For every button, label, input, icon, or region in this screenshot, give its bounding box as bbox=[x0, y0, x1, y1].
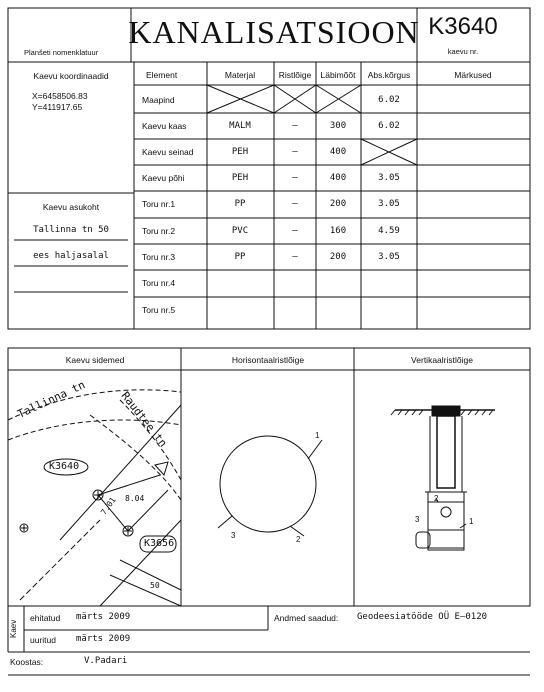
table-cell-element: Toru nr.2 bbox=[142, 226, 176, 236]
table-cell-cross: – bbox=[292, 173, 298, 183]
horizontal-title: Horisontaalristlõige bbox=[231, 355, 305, 365]
well-marker-label: K3640 bbox=[49, 461, 80, 472]
pipe-number: 2 bbox=[296, 535, 301, 544]
distance-label: 50 bbox=[150, 581, 160, 590]
vertical-title: Vertikaalristlõige bbox=[411, 355, 473, 365]
table-cell-diameter: 300 bbox=[329, 121, 347, 131]
footer-side-label: Kaev bbox=[9, 619, 18, 638]
table-cell-diameter: 400 bbox=[329, 173, 347, 183]
horizontal-section bbox=[218, 436, 322, 536]
data-source-label: Andmed saadud: bbox=[274, 613, 339, 623]
distance-label: 8.04 bbox=[125, 494, 145, 503]
neighbour-well-label: K3656 bbox=[144, 538, 175, 549]
col-header-abs: Abs.kõrgus bbox=[367, 70, 411, 80]
pipe-number: 3 bbox=[415, 515, 420, 524]
table-cell-diameter: 400 bbox=[329, 147, 347, 157]
pipe-number: 1 bbox=[315, 431, 320, 440]
col-header-element: Element bbox=[146, 70, 178, 80]
well-number-label: kaevu nr. bbox=[447, 47, 479, 56]
table-cell-abs: 3.05 bbox=[378, 173, 400, 183]
well-number: K3640 bbox=[428, 13, 498, 40]
coordinate-y: Y=411917.65 bbox=[32, 102, 83, 112]
pipe-number: 2 bbox=[434, 494, 439, 503]
table-cell-element: Toru nr.1 bbox=[142, 199, 176, 209]
col-header-material: Materjal bbox=[224, 70, 256, 80]
vertical-section bbox=[391, 406, 495, 550]
distance-label: 7.01 bbox=[99, 495, 118, 517]
table-cell-material: PP bbox=[234, 252, 246, 262]
built-value: märts 2009 bbox=[76, 612, 131, 622]
table-cell-material: PEH bbox=[231, 147, 249, 157]
pipe-number: 1 bbox=[469, 517, 474, 526]
plansheet-label: Planšeti nomenklatuur bbox=[24, 48, 99, 57]
surveyed-label: uuritud bbox=[30, 635, 56, 645]
table-cell-material: MALM bbox=[229, 121, 251, 131]
bottom-frame bbox=[8, 348, 530, 606]
table-cell-diameter: 200 bbox=[329, 252, 347, 262]
table-cell-material: PVC bbox=[231, 226, 249, 236]
col-header-notes: Märkused bbox=[454, 70, 492, 80]
table-cell-material: PP bbox=[234, 199, 246, 209]
compiler-label: Koostas: bbox=[10, 657, 44, 667]
page-title: KANALISATSIOON bbox=[128, 14, 420, 50]
col-header-cross: Ristlõige bbox=[278, 70, 312, 80]
table-cell-element: Toru nr.4 bbox=[142, 278, 176, 288]
table-cell-cross: – bbox=[292, 147, 298, 157]
location-label: Kaevu asukoht bbox=[42, 202, 100, 212]
ties-title: Kaevu sidemed bbox=[65, 355, 125, 365]
surveyed-value: märts 2009 bbox=[76, 634, 131, 644]
built-label: ehitatud bbox=[30, 613, 61, 623]
coordinates-label: Kaevu koordinaadid bbox=[33, 71, 109, 81]
table-cell-element: Toru nr.3 bbox=[142, 252, 176, 262]
location-line-1: Tallinna tn 50 bbox=[33, 225, 109, 235]
location-line-2: ees haljasalal bbox=[33, 251, 109, 261]
street-label-raudtee: Raudtee tn bbox=[118, 389, 170, 450]
table-cell-element: Kaevu seinad bbox=[142, 147, 194, 157]
pipe-number: 3 bbox=[231, 531, 236, 540]
coordinate-x: X=6458506.83 bbox=[32, 91, 88, 101]
table-cell-abs: 4.59 bbox=[378, 226, 400, 236]
table-cell-diameter: 160 bbox=[329, 226, 347, 236]
table-cell-cross: – bbox=[292, 199, 298, 209]
table-cell-element: Kaevu kaas bbox=[142, 121, 187, 131]
table-cell-abs: 3.05 bbox=[378, 199, 400, 209]
table-cell-abs: 6.02 bbox=[378, 121, 400, 131]
table-cell-diameter: 200 bbox=[329, 199, 347, 209]
table-cell-element: Toru nr.5 bbox=[142, 305, 176, 315]
table-cell-element: Maapind bbox=[142, 95, 175, 105]
table-cell-element: Kaevu põhi bbox=[142, 173, 185, 183]
table-cell-material: PEH bbox=[231, 173, 249, 183]
street-label-tallinna: Tallinna tn bbox=[15, 378, 88, 421]
compiler-value: V.Padari bbox=[84, 656, 128, 666]
data-source-value: Geodeesiatööde OÜ E–0120 bbox=[357, 612, 488, 622]
table-cell-cross: – bbox=[292, 121, 298, 131]
col-header-diameter: Läbimõõt bbox=[320, 70, 356, 80]
table-cell-abs: 3.05 bbox=[378, 252, 400, 262]
table-cell-cross: – bbox=[292, 226, 298, 236]
table-cell-abs: 6.02 bbox=[378, 95, 400, 105]
table-cell-cross: – bbox=[292, 252, 298, 262]
